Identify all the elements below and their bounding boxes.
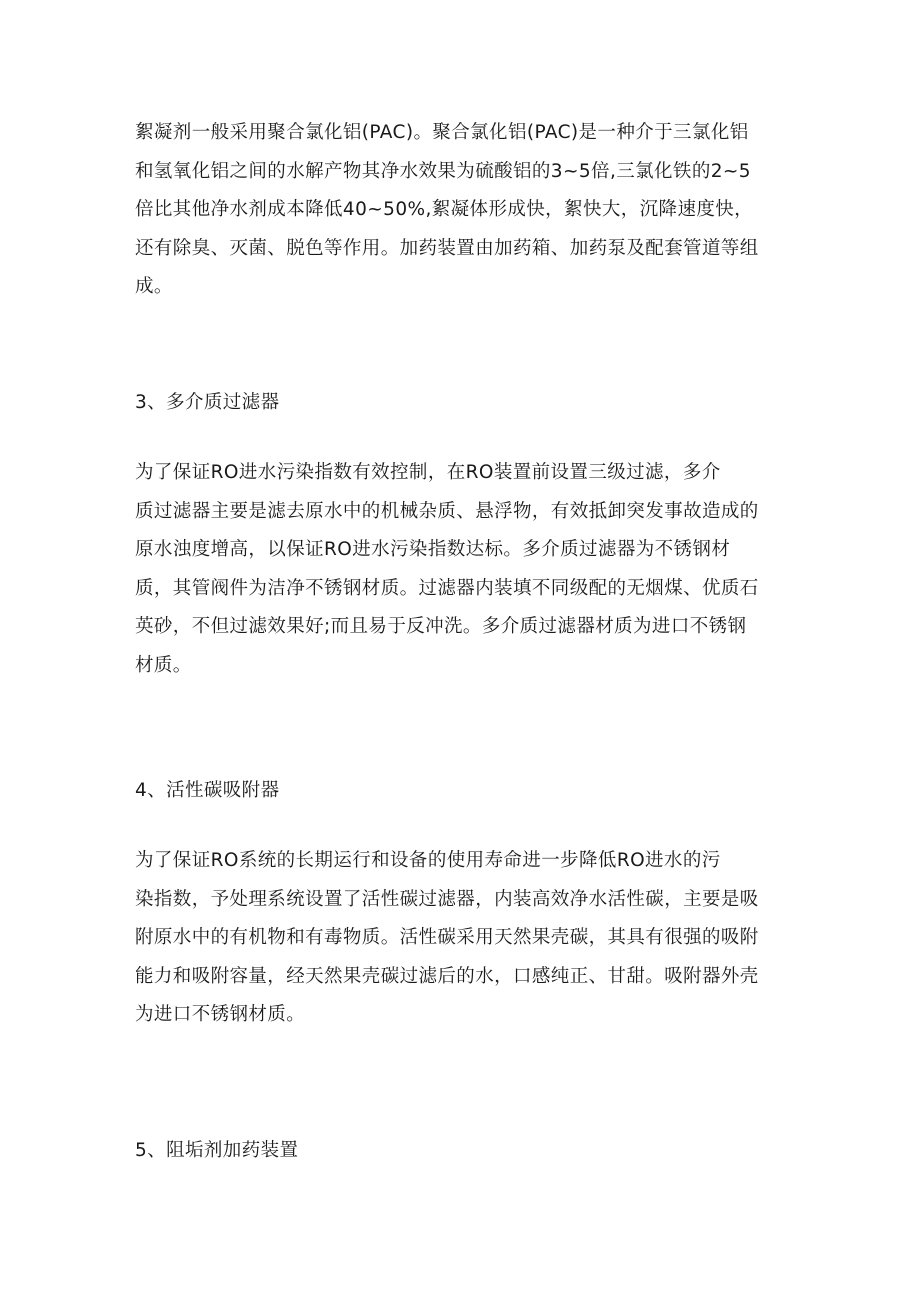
section-heading-5: 5、阻垢剂加药装置 [135,1140,299,1161]
paragraph-line: 原水浊度增高，以保证RO进水污染指数达标。多介质过滤器为不锈钢材 [135,539,731,561]
paragraph-line: 成。 [135,276,173,298]
paragraph-line: 附原水中的有机物和有毒物质。活性碳采用天然果壳碳，其具有很强的吸附 [135,927,759,949]
paragraph-line: 为了保证RO进水污染指数有效控制，在RO装置前设置三级过滤，多介 [135,462,721,483]
paragraph-line: 质过滤器主要是滤去原水中的机械杂质、悬浮物，有效抵卸突发事故造成的 [135,500,759,522]
paragraph-line: 染指数，予处理系统设置了活性碳过滤器，内装高效净水活性碳，主要是吸 [135,888,759,910]
paragraph-activated-carbon [135,842,797,1035]
paragraph-line: 能力和吸附容量，经天然果壳碳过滤后的水，口感纯正、甘甜。吸附器外壳 [135,965,759,987]
paragraph-line: 质，其管阀件为洁净不锈钢材质。过滤器内装填不同级配的无烟煤、优质石 [135,577,759,599]
paragraph-line: 倍比其他净水剂成本降低40~50%,絮凝体形成快，絮快大，沉降速度快， [135,199,754,221]
section-heading-4: 4、活性碳吸附器 [135,780,280,801]
paragraph-line: 还有除臭、灭菌、脱色等作用。加药装置由加药箱、加药泵及配套管道等组 [135,237,759,259]
paragraph-line: 为了保证RO系统的长期运行和设备的使用寿命进一步降低RO进水的污 [135,850,721,871]
paragraph-line: 为进口不锈钢材质。 [135,1004,306,1026]
paragraph-multimedia-filter [135,454,797,686]
paragraph-flocculant [135,114,797,307]
section-heading-3: 3、多介质过滤器 [135,392,280,413]
paragraph-line: 英砂，不但过滤效果好;而且易于反冲洗。多介质过滤器材质为进口不锈钢 [135,616,747,638]
paragraph-line: 絮凝剂一般采用聚合氯化铝(PAC)。聚合氯化铝(PAC)是一种介于三氯化铝 [135,122,749,143]
paragraph-line: 材质。 [135,654,192,676]
paragraph-line: 和氢氧化铝之间的水解产物其净水效果为硫酸铝的3~5倍,三氯化铁的2~5 [135,160,751,182]
